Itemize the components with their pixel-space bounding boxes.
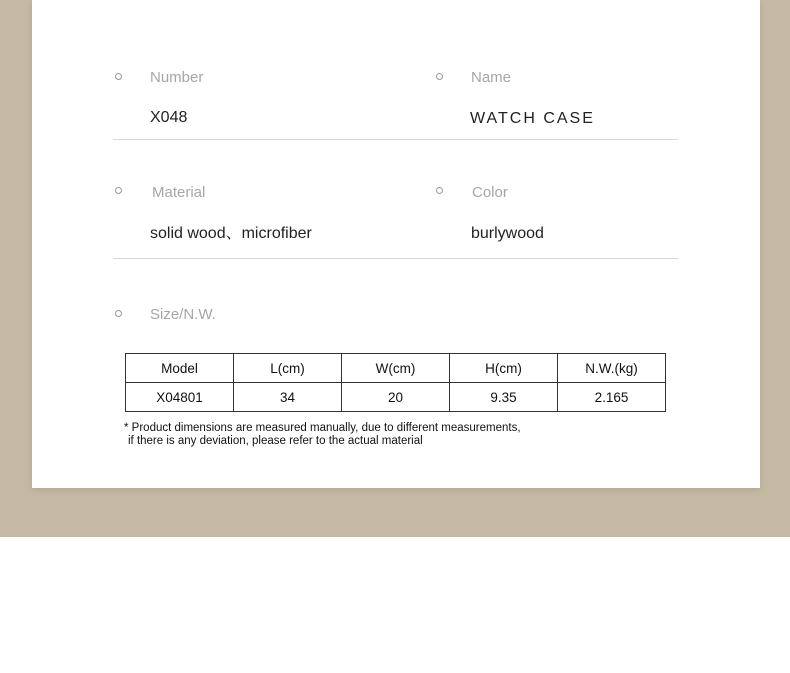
note-line-2: if there is any deviation, please refer to the actual material	[128, 435, 423, 447]
color-value: burlywood	[471, 225, 544, 242]
spec-table-header-row	[126, 354, 666, 383]
cell-length: 34	[234, 383, 342, 412]
cell-model: X04801	[126, 383, 234, 412]
size-bullet-icon	[115, 310, 122, 317]
cell-height: 9.35	[450, 383, 558, 412]
header-height: H(cm)	[450, 354, 558, 383]
cell-net-weight: 2.165	[558, 383, 666, 412]
header-width: W(cm)	[342, 354, 450, 383]
material-value: solid wood、microfiber	[150, 225, 312, 242]
note-line-1: * Product dimensions are measured manually, due to different measurements,	[124, 422, 521, 434]
color-bullet-icon	[436, 187, 443, 194]
divider-line-1	[113, 139, 678, 140]
size-label: Size/N.W.	[150, 306, 216, 323]
header-model: Model	[126, 354, 234, 383]
divider-line-2	[113, 258, 678, 259]
spec-table	[125, 353, 666, 412]
header-length: L(cm)	[234, 354, 342, 383]
measurement-note	[124, 422, 521, 448]
number-label: Number	[150, 69, 204, 86]
number-value: X048	[150, 109, 188, 126]
name-label: Name	[471, 69, 512, 86]
name-bullet-icon	[436, 73, 443, 80]
name-value: WATCH CASE	[470, 110, 595, 127]
table-row	[126, 383, 666, 412]
material-label: Material	[152, 184, 206, 201]
cell-width: 20	[342, 383, 450, 412]
product-spec-card	[32, 0, 760, 488]
material-bullet-icon	[115, 187, 122, 194]
color-label: Color	[472, 184, 508, 201]
number-bullet-icon	[115, 73, 122, 80]
header-net-weight: N.W.(kg)	[558, 354, 666, 383]
